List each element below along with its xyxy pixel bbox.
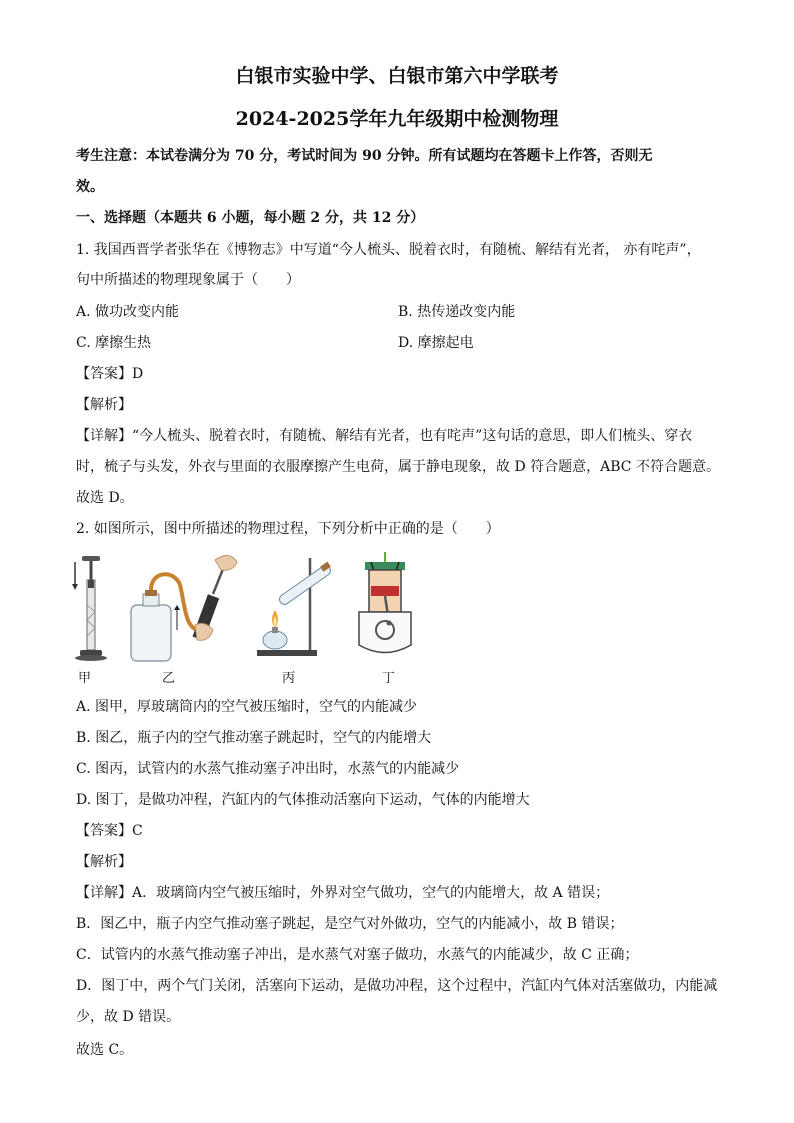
q2-detail-line-4: D．图丁中，两个气门关闭，活塞向下运动，是做功冲程，这个过程中，汽缸内气体对活塞做功，内能减 [76, 978, 718, 994]
page-subtitle: 2024-2025学年九年级期中检测物理 [235, 108, 559, 130]
q2-stem: 2. 如图所示，图中所描述的物理过程，下列分析中正确的是（ ） [76, 521, 500, 537]
q2-analysis-label: 【解析】 [76, 854, 132, 870]
q2-answer: 【答案】C [76, 823, 143, 839]
figure-label-bing: 丙 [282, 671, 296, 686]
q2-detail-line-5: 少，故 D 错误。 [76, 1009, 181, 1025]
q2-option-d: D. 图丁，是做功冲程，汽缸内的气体推动活塞向下运动，气体的内能增大 [76, 792, 530, 808]
figure-jia [70, 550, 110, 665]
q1-option-d: D. 摩擦起电 [398, 335, 474, 351]
q1-option-c: C. 摩擦生热 [76, 335, 152, 351]
notice-line-1: 考生注意：本试卷满分为 70 分，考试时间为 90 分钟。所有试题均在答题卡上作答，否则无 [76, 148, 653, 164]
q1-detail-line-2: 时，梳子与头发，外衣与里面的衣服摩擦产生电荷，属于静电现象，故 D 符合题意，ABC 不符合题意。 [76, 459, 720, 475]
q1-analysis-label: 【解析】 [76, 397, 132, 413]
q1-detail-line-1: 【详解】“今人梳头、脱着衣时，有随梳、解结有光者，也有咤声”这句话的意思，即人们梳头、穿衣 [76, 428, 693, 444]
figure-label-yi: 乙 [162, 671, 176, 686]
section-heading: 一、选择题（本题共 6 小题，每小题 2 分，共 12 分） [76, 210, 425, 226]
q2-detail-line-3: C．试管内的水蒸气推动塞子冲出，是水蒸气对塞子做功，水蒸气的内能减少，故 C 正确； [76, 947, 639, 963]
q2-detail-line-1: 【详解】A．玻璃筒内空气被压缩时，外界对空气做功，空气的内能增大，故 A 错误； [76, 885, 610, 901]
q2-detail-line-2: B．图乙中，瓶子内空气推动塞子跳起，是空气对外做功，空气的内能减小，故 B 错误； [76, 916, 624, 932]
figure-label-ding: 丁 [382, 671, 396, 686]
q2-option-b: B. 图乙，瓶子内的空气推动塞子跳起时，空气的内能增大 [76, 730, 432, 746]
q1-detail-line-3: 故选 D。 [76, 490, 134, 506]
q1-stem-line-2: 句中所描述的物理现象属于（ ） [76, 272, 300, 288]
figure-bing [255, 550, 340, 660]
figure-ding [355, 550, 415, 660]
q2-option-c: C. 图丙，试管内的水蒸气推动塞子冲出时，水蒸气的内能减少 [76, 761, 460, 777]
q1-answer: 【答案】D [76, 366, 144, 382]
q2-option-a: A. 图甲，厚玻璃筒内的空气被压缩时，空气的内能减少 [76, 699, 418, 715]
q2-detail-line-6: 故选 C。 [76, 1042, 134, 1058]
q1-option-a: A. 做功改变内能 [76, 304, 180, 320]
q1-option-b: B. 热传递改变内能 [398, 304, 516, 320]
figure-yi [125, 550, 250, 665]
q2-figures [70, 550, 430, 685]
figure-label-jia: 甲 [78, 671, 92, 686]
q1-stem-line-1: 1. 我国西晋学者张华在《博物志》中写道“今人梳头、脱着衣时，有随梳、解结有光者， 亦有咤声”， [76, 242, 701, 258]
notice-line-2: 效。 [76, 179, 104, 195]
page-title: 白银市实验中学、白银市第六中学联考 [235, 65, 559, 87]
